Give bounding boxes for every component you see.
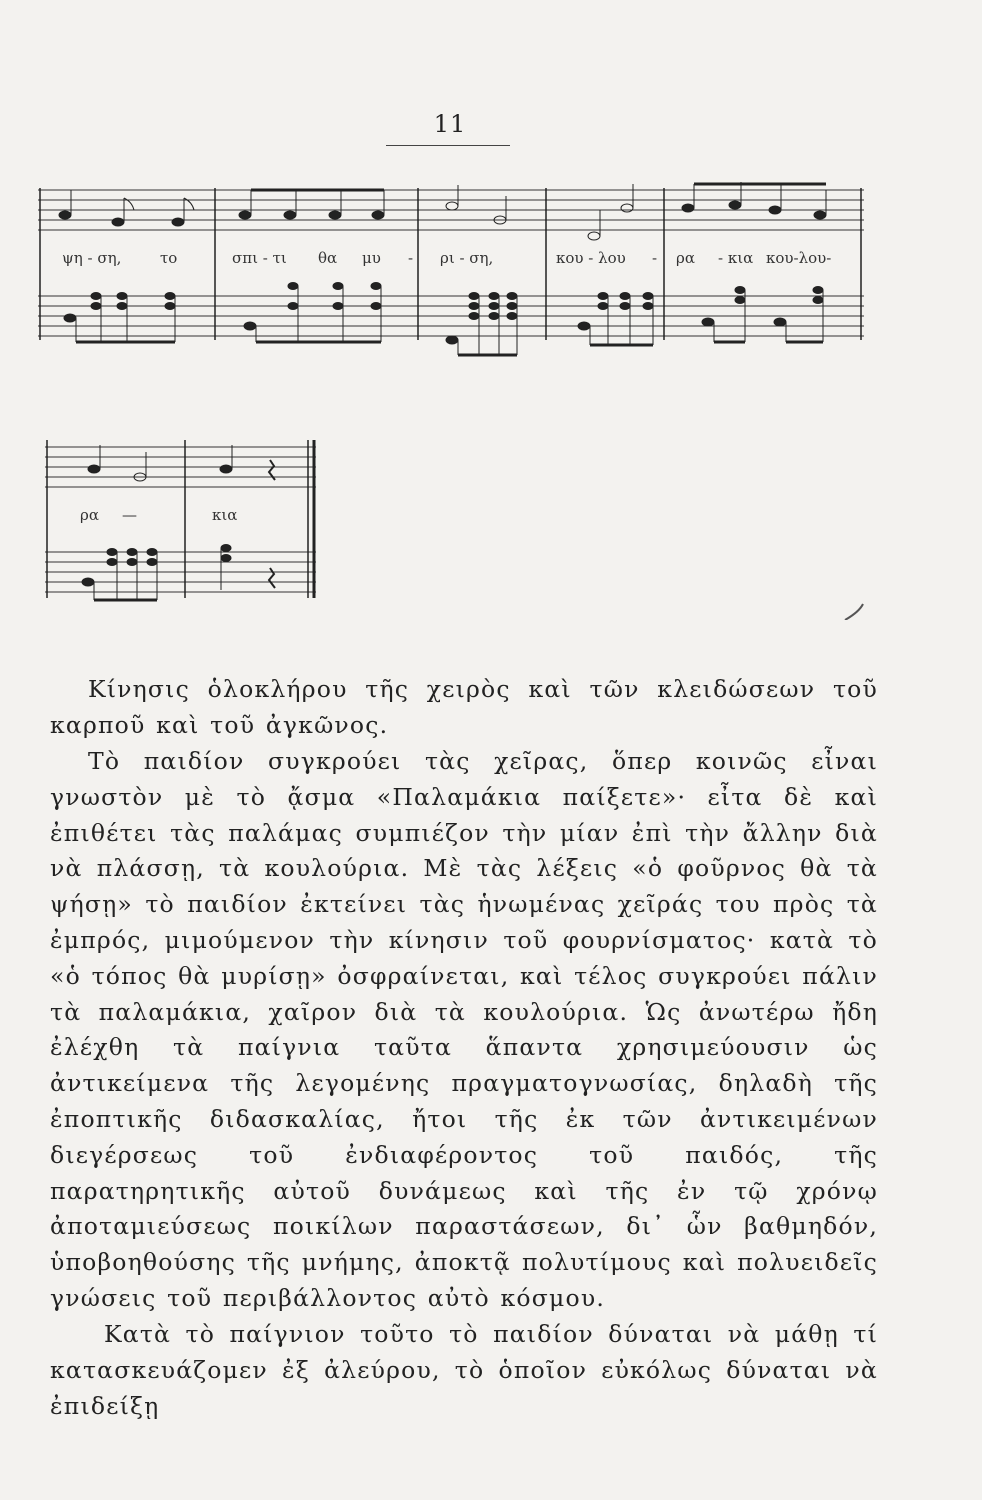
lyric-syllable: θα xyxy=(318,249,338,267)
notes-system1-bass xyxy=(64,283,823,356)
paragraph-continuation: Κατὰ τὸ παίγνιον τοῦτο τὸ παιδίον δύναται νὰ μάθῃ τί κατασκευάζομεν ἐξ ἀλεύρου, τὸ ὁποῖον εὐκόλως δύναται νὰ ἐπιδείξῃ xyxy=(50,1320,878,1420)
page-number: 11 xyxy=(433,110,467,138)
notes-system2-treble xyxy=(88,445,275,481)
lyric-syllable: μυ xyxy=(362,249,381,267)
music-score xyxy=(0,0,982,620)
lyric-syllable: ρα xyxy=(676,249,695,267)
lyric-syllable: - xyxy=(408,249,414,267)
lyric-syllable: ψη - ση, xyxy=(62,249,122,267)
lyric-syllable: ρι - ση, xyxy=(440,249,494,267)
lyric-syllable: σπι - τι xyxy=(232,249,287,267)
lyric-syllable: - κια xyxy=(718,249,754,267)
lyric-syllable: το xyxy=(160,249,178,267)
lyric-syllable: κου-λου- xyxy=(766,249,832,267)
pencil-mark xyxy=(845,604,863,620)
paragraph-description: Τὸ παιδίον συγκρούει τὰς χεῖρας, ὅπερ κοινῶς εἶναι γνωστὸν μὲ τὸ ᾄσμα «Παλαμάκια παίξετε»· εἶτα δὲ καὶ ἐπιθέτει τὰς παλάμας συμπιέζον τὴν μίαν ἐπὶ τὴν ἄλλην διὰ νὰ πλάσσῃ, τὰ κουλούρια. Μὲ τὰς λέξεις «ὁ φοῦρνος θὰ τὰ ψήσῃ» τὸ παιδίον ἐκτείνει τὰς ἡνωμένας χεῖράς του πρὸς τὰ ἐμπρός, μιμούμενον τὴν κίνησιν τοῦ φουρνίσματος· κατὰ τὸ «ὁ τόπος θὰ μυρίσῃ» ὀσφραίνεται, καὶ τέλος συγκρούει πάλιν τὰ παλαμάκια, χαῖρον διὰ τὰ κουλούρια. Ὡς ἀνωτέρω ἤδη ἐλέχθη τὰ παίγνια ταῦτα ἅπαντα χρησιμεύουσιν ὡς ἀντικείμενα τῆς λεγομένης πραγματογνωσίας, δηλαδὴ τῆς ἐποπτικῆς διδασκαλίας, ἤτοι τῆς ἐκ τῶν ἀντικειμένων διεγέρσεως τοῦ ἐνδιαφέροντος τοῦ παιδός, τῆς παρατηρητικῆς αὐτοῦ δυνάμεως καὶ τῆς ἐν τῷ χρόνῳ ἀποταμιεύσεως ποικίλων παραστάσεων, δι᾽ ὧν βαθμηδόν, ὑποβοηθούσης τῆς μνήμης, ἀποκτᾷ πολυτίμους καὶ πολυειδεῖς γνώσεις τοῦ περιβάλλοντος αὐτὸ κόσμου. xyxy=(50,747,879,1312)
lyric-syllable: κια xyxy=(212,506,238,524)
lyric-syllable: - xyxy=(652,249,658,267)
lyric-syllable: — xyxy=(122,506,137,524)
lyric-syllable: ρα xyxy=(80,506,99,524)
lyrics-system2 xyxy=(80,506,237,524)
lyrics-system1 xyxy=(62,249,831,267)
rest-icon xyxy=(269,568,275,588)
notes-system1-treble xyxy=(59,182,826,240)
lyric-syllable: κου - λου xyxy=(556,249,626,267)
paragraph-movement: Κίνησις ὁλοκλήρου τῆς χειρὸς καὶ τῶν κλειδώσεων τοῦ καρποῦ καὶ τοῦ ἀγκῶνος. xyxy=(50,675,878,739)
